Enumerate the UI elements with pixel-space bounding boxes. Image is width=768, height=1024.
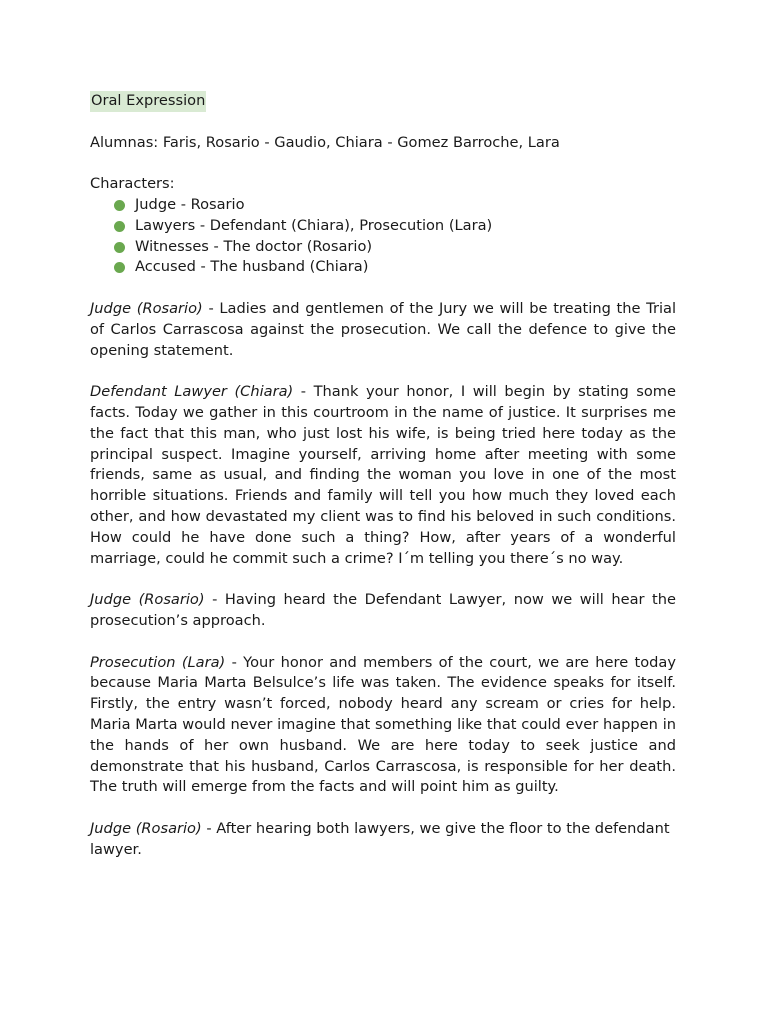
speaker-name: Judge (Rosario): [90, 591, 205, 609]
dialogue-text: - Having heard the Defendant Lawyer, now we will hear the prosecution’s approach.: [90, 591, 676, 629]
characters-list: [90, 195, 676, 278]
list-item: [114, 257, 676, 278]
document-page: [90, 91, 676, 860]
character-entry: Accused - The husband (Chiara): [135, 258, 369, 276]
spacer: [90, 632, 676, 653]
spacer: [90, 798, 676, 819]
document-title-line: [90, 91, 676, 112]
dialogue-paragraph: [90, 653, 676, 799]
list-item: [114, 195, 676, 216]
dialogue-text: - Ladies and gentlemen of the Jury we will be treating the Trial of Carlos Carrascosa against the prosecution. We call the defence to give the opening statement.: [90, 299, 676, 359]
bullet-icon: [114, 242, 125, 253]
spacer: [90, 361, 676, 382]
character-entry: Judge - Rosario: [135, 195, 245, 213]
bullet-icon: [114, 200, 125, 211]
dialogue-paragraph: [90, 382, 676, 569]
dialogue-text: - After hearing both lawyers, we give the floor to the defendant lawyer.: [90, 819, 670, 858]
bullet-icon: [114, 221, 125, 232]
list-item: [114, 216, 676, 237]
spacer: [90, 153, 676, 174]
dialogue-paragraph: [90, 819, 676, 861]
list-item: [114, 237, 676, 258]
characters-heading: Characters:: [90, 175, 175, 193]
speaker-name: Judge (Rosario): [90, 299, 203, 317]
character-entry: Lawyers - Defendant (Chiara), Prosecution (Lara): [135, 216, 493, 234]
spacer: [90, 112, 676, 133]
dialogue-text: - Thank your honor, I will begin by stating some facts. Today we gather in this courtroom in the name of justice. It surprises me the fact that this man, who just lost his wife, is being tried here today as the principal suspect. Imagine yourself, arriving home after meeting with some friends, same as usual, and finding the woman you love in one of the most horrible situations. Friends and family will tell you how much they loved each other, and how devastated my client was to find his beloved in such conditions. How could he have done such a thing? How, after years of a wonderful marriage, could he commit such a crime? I´m telling you there´s no way.: [90, 383, 676, 567]
speaker-name: Prosecution (Lara): [90, 653, 226, 671]
students-line: Alumnas: Faris, Rosario - Gaudio, Chiara - Gomez Barroche, Lara: [90, 133, 560, 151]
dialogue-paragraph: [90, 590, 676, 632]
document-title: Oral Expression: [90, 91, 206, 112]
spacer: [90, 278, 676, 299]
speaker-name: Defendant Lawyer (Chiara): [90, 383, 294, 401]
dialogue-text: - Your honor and members of the court, we are here today because Maria Marta Belsulce’s life was taken. The evidence speaks for itself. Firstly, the entry wasn’t forced, nobody heard any scream or cries for help. Maria Marta would never imagine that something like that could ever happen in the hands of her own husband. We are here today to seek justice and demonstrate that his husband, Carlos Carrascosa, is responsible for her death. The truth will emerge from the facts and will point him as guilty.: [90, 653, 676, 796]
character-entry: Witnesses - The doctor (Rosario): [135, 237, 373, 255]
speaker-name: Judge (Rosario): [90, 819, 202, 837]
spacer: [90, 569, 676, 590]
bullet-icon: [114, 262, 125, 273]
dialogue-paragraph: [90, 299, 676, 361]
